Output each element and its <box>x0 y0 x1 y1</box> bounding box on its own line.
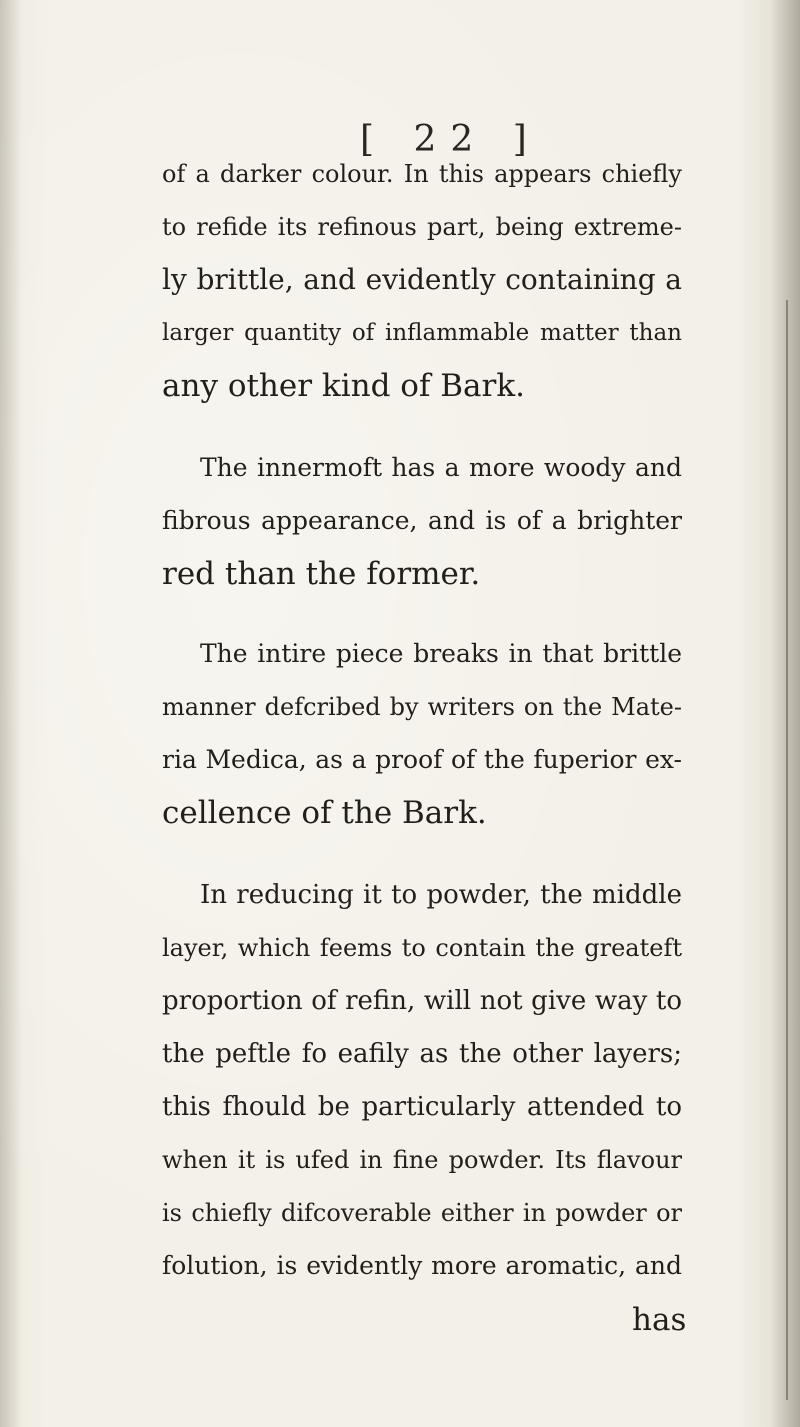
text-line: proportion of refin, will not give way to <box>162 986 682 1016</box>
text-line: folution, is evidently more aromatic, and <box>162 1251 682 1280</box>
text-line: when it is ufed in fine powder. Its flavour <box>162 1146 682 1174</box>
text-line: this fhould be particularly attended to <box>162 1092 682 1122</box>
text-line: layer, which feems to contain the greateft <box>162 934 682 962</box>
text-line: The intire piece breaks in that brittle <box>200 639 682 668</box>
catchword: has <box>632 1302 687 1338</box>
text-line: fibrous appearance, and is of a brighter <box>162 506 682 535</box>
text-line: cellence of the Bark. <box>162 795 487 831</box>
text-line: to refide its refinous part, being extreme- <box>162 213 682 241</box>
page-edge-shadow <box>770 0 800 1427</box>
page-number-header: [ 22 ] <box>360 119 541 160</box>
text-line: red than the former. <box>162 556 481 592</box>
text-line: the peftle fo eafily as the other layers; <box>162 1039 682 1069</box>
text-line: larger quantity of inflammable matter than <box>162 320 682 346</box>
text-line: any other kind of Bark. <box>162 368 525 404</box>
text-line: In reducing it to powder, the middle <box>200 880 682 910</box>
text-line: The innermoft has a more woody and <box>200 453 682 482</box>
page-gutter-shadow <box>0 0 22 1427</box>
text-line: of a darker colour. In this appears chiefly <box>162 160 682 188</box>
text-line: ria Medica, as a proof of the fuperior ex- <box>162 745 682 774</box>
text-line: manner defcribed by writers on the Mate- <box>162 693 682 721</box>
page-edge-line <box>786 300 788 1400</box>
text-line: is chiefly difcoverable either in powder or <box>162 1199 682 1227</box>
text-line: ly brittle, and evidently containing a <box>162 263 682 296</box>
